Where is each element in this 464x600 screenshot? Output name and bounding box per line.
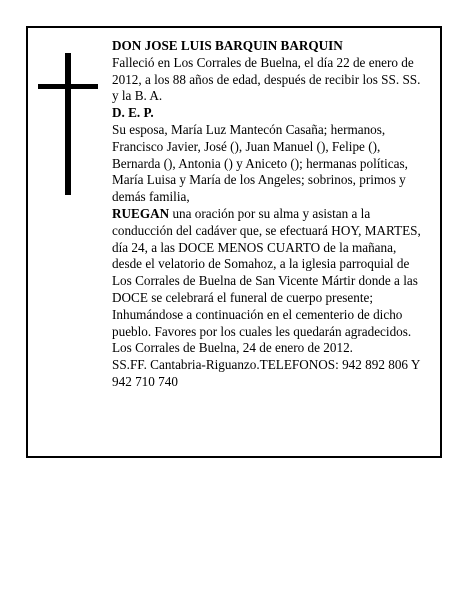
family-list: Su esposa, María Luz Mantecón Casaña; hermanos, Francisco Javier, José (), Juan Manuel (), Felipe (), Bernarda (), Antonia () y Aniceto (); hermanas políticas, María Luisa y María de los Angeles; sobrinos, primos y demás familia,	[112, 121, 408, 205]
place-date: Los Corrales de Buelna, 24 de enero de 2012.	[112, 340, 353, 356]
contact-info: SS.FF. Cantabria-Riguanzo.TELEFONOS: 942 892 806 Y 942 710 740	[112, 357, 420, 389]
ruegan-paragraph	[112, 206, 426, 340]
death-notice: Falleció en Los Corrales de Buelna, el día 22 de enero de 2012, a los 88 años de edad, después de recibir los SS. SS. y la B. A.	[112, 54, 421, 104]
dep-label: D. E. P.	[112, 105, 154, 121]
cross-icon-bar	[38, 84, 98, 89]
obituary-text	[112, 38, 426, 391]
cross-icon	[65, 53, 71, 195]
ruegan-label: RUEGAN	[112, 205, 170, 221]
deceased-name: DON JOSE LUIS BARQUIN BARQUIN	[112, 38, 343, 53]
ruegan-text: una oración por su alma y asistan a la conducción del cadáver que, se efectuará HOY, MARTES, día 24, a las DOCE MENOS CUARTO de la mañana, desde el velatorio de Somahoz, a la iglesia parroquial de Los Corrales de Buelna de San Vicente Mártir donde a las DOCE se celebrará el funeral de cuerpo presente; Inhumándose a continuación en el cementerio de dicho pueblo. Favores por los cuales les quedarán agradecidos.	[112, 205, 421, 339]
